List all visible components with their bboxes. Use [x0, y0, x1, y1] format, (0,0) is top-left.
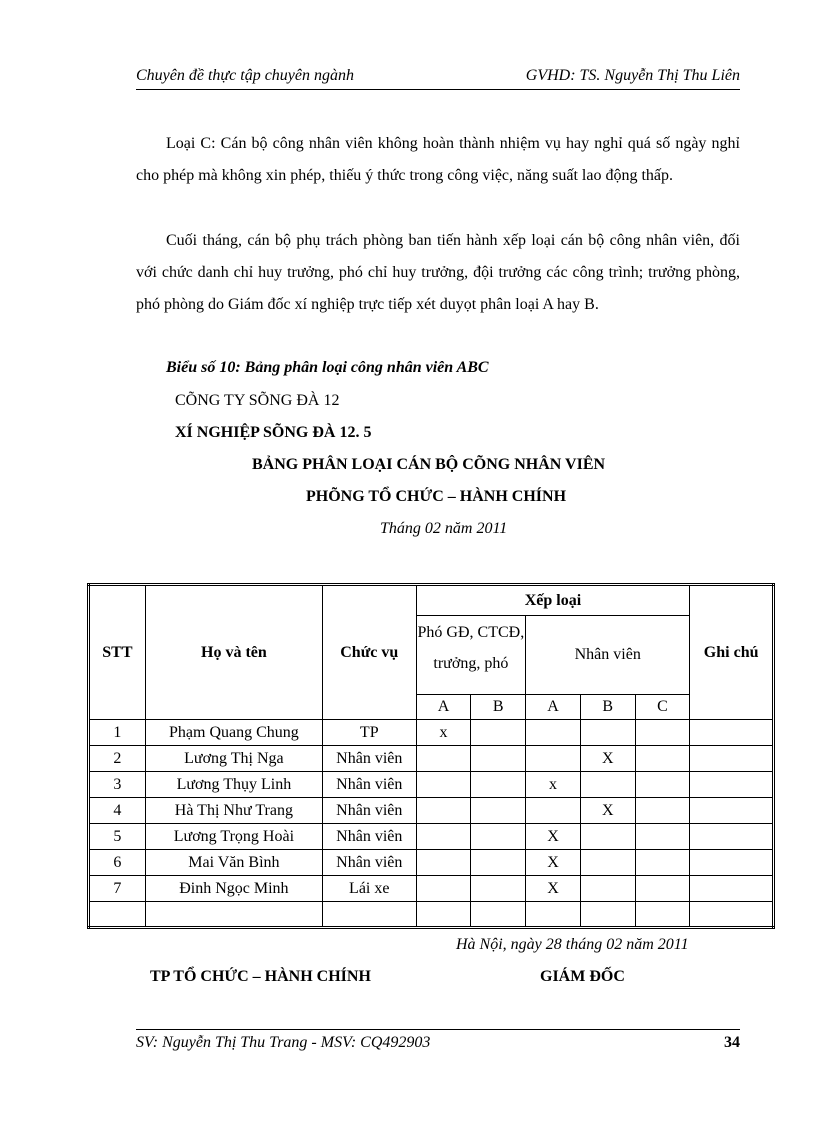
- company-name: CÕNG TY SÕNG ĐÀ 12: [175, 392, 340, 409]
- cell-c2: [635, 850, 690, 876]
- cell-note: [690, 902, 774, 928]
- col-note: Ghi chú: [690, 585, 774, 720]
- table-row: [89, 876, 774, 902]
- cell-stt: [89, 902, 146, 928]
- cell-b2: [580, 876, 635, 902]
- enterprise-name: XÍ NGHIỆP SÕNG ĐÀ 12. 5: [175, 424, 372, 441]
- cell-a2: [526, 902, 581, 928]
- cell-name: Lương Thị Nga: [145, 746, 322, 772]
- cell-b1: [471, 772, 526, 798]
- cell-a2: [526, 746, 581, 772]
- cell-stt: 7: [89, 876, 146, 902]
- cell-a1: [416, 746, 471, 772]
- cell-stt: 2: [89, 746, 146, 772]
- header-right: GVHD: TS. Nguyễn Thị Thu Liên: [525, 67, 740, 84]
- cell-role: Nhân viên: [322, 824, 416, 850]
- col-rank: Xếp loại: [416, 585, 690, 616]
- cell-note: [690, 876, 774, 902]
- col-group-staff: Nhân viên: [526, 616, 690, 695]
- cell-name: Đinh Ngọc Minh: [145, 876, 322, 902]
- cell-role: TP: [322, 720, 416, 746]
- cell-b1: [471, 746, 526, 772]
- cell-c2: [635, 876, 690, 902]
- table-row: [89, 824, 774, 850]
- table-title-2: PHÕNG TỔ CHỨC – HÀNH CHÍNH: [306, 488, 567, 505]
- table-title-1: BẢNG PHÂN LOẠI CÁN BỘ CÕNG NHÂN VIÊN: [252, 456, 606, 473]
- cell-c2: [635, 902, 690, 928]
- cell-role: Nhân viên: [322, 746, 416, 772]
- cell-note: [690, 850, 774, 876]
- cell-name: Lương Trọng Hoài: [145, 824, 322, 850]
- cell-b1: [471, 720, 526, 746]
- table-row: [89, 798, 774, 824]
- page-number: 34: [724, 1034, 740, 1051]
- cell-b1: [471, 876, 526, 902]
- cell-a2: [526, 720, 581, 746]
- cell-b1: [471, 824, 526, 850]
- signature-right: GIÁM ĐỐC: [540, 968, 625, 985]
- sub-a2: A: [526, 695, 581, 720]
- cell-role: Nhân viên: [322, 850, 416, 876]
- cell-a2: X: [526, 876, 581, 902]
- sub-c2: C: [635, 695, 690, 720]
- cell-b1: [471, 902, 526, 928]
- figure-caption: Biểu số 10: Bảng phân loại công nhân viên ABC: [166, 359, 489, 376]
- table-row: [89, 746, 774, 772]
- cell-a1: [416, 902, 471, 928]
- cell-stt: 5: [89, 824, 146, 850]
- table-row: [89, 850, 774, 876]
- cell-stt: 4: [89, 798, 146, 824]
- cell-a1: [416, 850, 471, 876]
- cell-note: [690, 746, 774, 772]
- sub-b2: B: [580, 695, 635, 720]
- signature-left: TP TỔ CHỨC – HÀNH CHÍNH: [150, 968, 371, 985]
- cell-b2: [580, 850, 635, 876]
- cell-a1: [416, 772, 471, 798]
- cell-a1: [416, 876, 471, 902]
- cell-role: Nhân viên: [322, 798, 416, 824]
- cell-b1: [471, 798, 526, 824]
- cell-a1: [416, 824, 471, 850]
- cell-b2: [580, 902, 635, 928]
- cell-b2: [580, 772, 635, 798]
- place-date: Hà Nội, ngày 28 tháng 02 năm 2011: [456, 936, 689, 953]
- cell-a1: [416, 798, 471, 824]
- cell-note: [690, 824, 774, 850]
- cell-role: Lái xe: [322, 876, 416, 902]
- cell-a2: x: [526, 772, 581, 798]
- cell-b2: [580, 824, 635, 850]
- footer-rule: [136, 1029, 740, 1030]
- cell-a2: X: [526, 824, 581, 850]
- cell-stt: 6: [89, 850, 146, 876]
- cell-c2: [635, 720, 690, 746]
- cell-role: [322, 902, 416, 928]
- table-row: [89, 902, 774, 928]
- cell-b2: X: [580, 746, 635, 772]
- cell-name: [145, 902, 322, 928]
- cell-stt: 1: [89, 720, 146, 746]
- sub-b1: B: [471, 695, 526, 720]
- cell-role: Nhân viên: [322, 772, 416, 798]
- paragraph-1: Loại C: Cán bộ công nhân viên không hoàn thành nhiệm vụ hay nghỉ quá số ngày nghỉ cho phép mà không xin phép, thiếu ý thức trong công việc, năng suất lao động thấp.: [136, 135, 740, 184]
- cell-c2: [635, 798, 690, 824]
- cell-note: [690, 798, 774, 824]
- cell-b2: [580, 720, 635, 746]
- cell-c2: [635, 746, 690, 772]
- cell-b2: X: [580, 798, 635, 824]
- month-label: Tháng 02 năm 2011: [380, 520, 508, 537]
- classification-table: [87, 583, 775, 929]
- cell-name: Lương Thụy Linh: [145, 772, 322, 798]
- sub-a1: A: [416, 695, 471, 720]
- cell-name: Mai Văn Bình: [145, 850, 322, 876]
- cell-a2: X: [526, 850, 581, 876]
- cell-c2: [635, 772, 690, 798]
- col-group-deputy: Phó GĐ, CTCĐ, trưởng, phó: [416, 616, 526, 695]
- paragraph-2: Cuối tháng, cán bộ phụ trách phòng ban tiến hành xếp loại cán bộ công nhân viên, đối với chức danh chỉ huy trưởng, phó chỉ huy trưởng, đội trưởng các công trình; trưởng phòng, phó phòng do Giám đốc xí nghiệp trực tiếp xét duyọt phân loại A hay B.: [136, 232, 740, 313]
- header-left: Chuyên đề thực tập chuyên ngành: [136, 67, 354, 84]
- table-row: [89, 772, 774, 798]
- col-name: Họ và tên: [145, 585, 322, 720]
- col-stt: STT: [89, 585, 146, 720]
- cell-b1: [471, 850, 526, 876]
- footer-left: SV: Nguyễn Thị Thu Trang - MSV: CQ492903: [136, 1034, 431, 1051]
- cell-name: Phạm Quang Chung: [145, 720, 322, 746]
- cell-note: [690, 772, 774, 798]
- header-rule: [136, 89, 740, 90]
- cell-a2: [526, 798, 581, 824]
- cell-note: [690, 720, 774, 746]
- cell-name: Hà Thị Như Trang: [145, 798, 322, 824]
- cell-c2: [635, 824, 690, 850]
- cell-a1: x: [416, 720, 471, 746]
- col-role: Chức vụ: [322, 585, 416, 720]
- table-row: [89, 720, 774, 746]
- cell-stt: 3: [89, 772, 146, 798]
